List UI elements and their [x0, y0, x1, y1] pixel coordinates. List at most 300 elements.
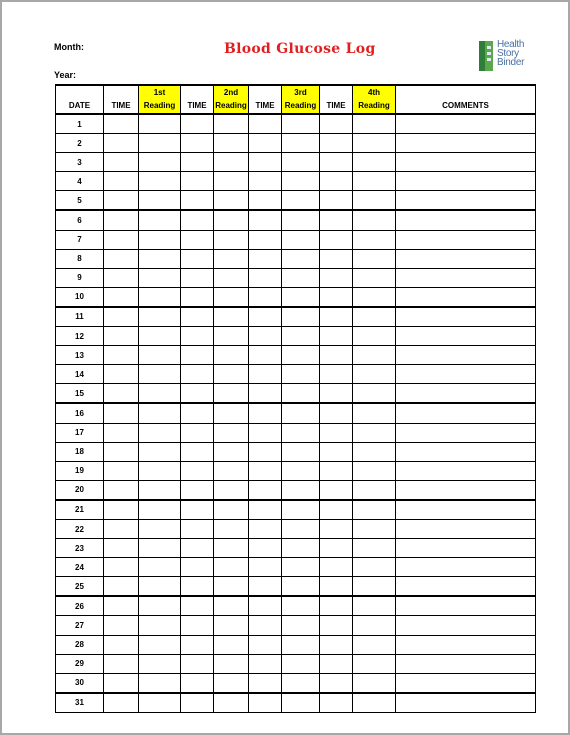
- time-1-cell[interactable]: [104, 461, 139, 480]
- reading-1-cell[interactable]: [139, 500, 181, 520]
- comments-cell[interactable]: [396, 287, 536, 307]
- reading-2-cell[interactable]: [214, 346, 249, 365]
- time-2-cell[interactable]: [181, 384, 214, 404]
- reading-4-cell[interactable]: [353, 442, 396, 461]
- table-row: [56, 403, 536, 423]
- time-4-cell[interactable]: [320, 114, 353, 134]
- reading-3-cell[interactable]: [282, 268, 320, 287]
- reading-1-cell[interactable]: [139, 635, 181, 654]
- time-1-cell[interactable]: [104, 172, 139, 191]
- reading-3-cell[interactable]: [282, 577, 320, 597]
- reading-2-cell[interactable]: [214, 577, 249, 597]
- reading-3-cell[interactable]: [282, 327, 320, 346]
- time-3-cell[interactable]: [249, 307, 282, 327]
- reading-3-cell[interactable]: [282, 134, 320, 153]
- reading-4-cell[interactable]: [353, 519, 396, 538]
- logo-line-1: Health: [497, 39, 525, 50]
- reading-3-cell[interactable]: [282, 635, 320, 654]
- time-3-cell[interactable]: [249, 577, 282, 597]
- time-3-cell[interactable]: [249, 423, 282, 442]
- time-2-cell[interactable]: [181, 616, 214, 635]
- time-2-cell[interactable]: [181, 423, 214, 442]
- time-1-cell[interactable]: [104, 558, 139, 577]
- time-1-cell[interactable]: [104, 114, 139, 134]
- time-4-cell[interactable]: [320, 403, 353, 423]
- time-2-cell[interactable]: [181, 191, 214, 211]
- comments-cell[interactable]: [396, 134, 536, 153]
- time-2-cell[interactable]: [181, 635, 214, 654]
- reading-1-cell[interactable]: [139, 191, 181, 211]
- day-number: 30: [56, 673, 104, 693]
- comments-cell[interactable]: [396, 307, 536, 327]
- reading-2-cell[interactable]: [214, 539, 249, 558]
- comments-cell[interactable]: [396, 172, 536, 191]
- reading-4-cell[interactable]: [353, 210, 396, 230]
- time-4-cell[interactable]: [320, 346, 353, 365]
- reading-1-cell[interactable]: [139, 114, 181, 134]
- reading-4-cell[interactable]: [353, 249, 396, 268]
- time-3-cell[interactable]: [249, 230, 282, 249]
- time-1-cell[interactable]: [104, 500, 139, 520]
- reading-3-cell[interactable]: [282, 153, 320, 172]
- time-header: TIME: [320, 98, 353, 114]
- time-4-cell[interactable]: [320, 461, 353, 480]
- time-1-cell[interactable]: [104, 442, 139, 461]
- time-1-cell[interactable]: [104, 191, 139, 211]
- comments-cell[interactable]: [396, 480, 536, 500]
- reading-3-cell[interactable]: [282, 191, 320, 211]
- time-1-cell[interactable]: [104, 616, 139, 635]
- time-3-cell[interactable]: [249, 693, 282, 713]
- time-2-cell[interactable]: [181, 577, 214, 597]
- time-3-cell[interactable]: [249, 558, 282, 577]
- reading-2-cell[interactable]: [214, 693, 249, 713]
- table-row: [56, 461, 536, 480]
- time-4-cell[interactable]: [320, 384, 353, 404]
- time-3-cell[interactable]: [249, 384, 282, 404]
- reading-1-cell[interactable]: [139, 384, 181, 404]
- reading-4-cell[interactable]: [353, 153, 396, 172]
- time-3-cell[interactable]: [249, 403, 282, 423]
- reading-3-cell[interactable]: [282, 596, 320, 616]
- reading-3-cell[interactable]: [282, 461, 320, 480]
- time-1-cell[interactable]: [104, 480, 139, 500]
- comments-cell[interactable]: [396, 596, 536, 616]
- page-title: Blood Glucose Log: [224, 41, 376, 57]
- time-2-cell[interactable]: [181, 114, 214, 134]
- reading-1-cell[interactable]: [139, 596, 181, 616]
- reading-1-cell[interactable]: [139, 539, 181, 558]
- time-1-cell[interactable]: [104, 539, 139, 558]
- time-2-cell[interactable]: [181, 307, 214, 327]
- time-3-cell[interactable]: [249, 114, 282, 134]
- reading-2-cell[interactable]: [214, 307, 249, 327]
- reading-1-cell[interactable]: [139, 577, 181, 597]
- time-4-cell[interactable]: [320, 539, 353, 558]
- time-4-cell[interactable]: [320, 268, 353, 287]
- day-number: 9: [56, 268, 104, 287]
- time-4-cell[interactable]: [320, 577, 353, 597]
- reading-2-cell[interactable]: [214, 403, 249, 423]
- table-row: [56, 442, 536, 461]
- reading-3-cell[interactable]: [282, 230, 320, 249]
- time-2-cell[interactable]: [181, 172, 214, 191]
- reading-4-cell[interactable]: [353, 134, 396, 153]
- time-3-cell[interactable]: [249, 365, 282, 384]
- time-4-cell[interactable]: [320, 596, 353, 616]
- reading-1-cell[interactable]: [139, 153, 181, 172]
- health-story-binder-logo: [478, 40, 538, 78]
- comments-cell[interactable]: [396, 693, 536, 713]
- reading-2-cell[interactable]: [214, 249, 249, 268]
- reading-2-cell[interactable]: [214, 134, 249, 153]
- comments-cell[interactable]: [396, 210, 536, 230]
- reading-3-cell[interactable]: [282, 172, 320, 191]
- reading-3-cell[interactable]: [282, 539, 320, 558]
- reading-4-cell[interactable]: [353, 172, 396, 191]
- time-2-cell[interactable]: [181, 287, 214, 307]
- reading-3-cell[interactable]: [282, 500, 320, 520]
- reading-4-cell[interactable]: [353, 384, 396, 404]
- time-2-cell[interactable]: [181, 500, 214, 520]
- comments-header: COMMENTS: [396, 98, 536, 114]
- reading-4-cell[interactable]: [353, 539, 396, 558]
- reading-2-cell[interactable]: [214, 114, 249, 134]
- reading-2-cell[interactable]: [214, 210, 249, 230]
- reading-4-cell[interactable]: [353, 635, 396, 654]
- time-1-cell[interactable]: [104, 230, 139, 249]
- time-4-cell[interactable]: [320, 442, 353, 461]
- time-1-cell[interactable]: [104, 635, 139, 654]
- time-2-cell[interactable]: [181, 365, 214, 384]
- reading-4-ordinal: 4th: [353, 85, 396, 98]
- reading-2-cell[interactable]: [214, 442, 249, 461]
- time-3-cell[interactable]: [249, 134, 282, 153]
- time-1-cell[interactable]: [104, 249, 139, 268]
- reading-3-cell[interactable]: [282, 287, 320, 307]
- time-1-cell[interactable]: [104, 403, 139, 423]
- reading-3-cell[interactable]: [282, 442, 320, 461]
- reading-1-cell[interactable]: [139, 423, 181, 442]
- time-4-cell[interactable]: [320, 500, 353, 520]
- time-2-cell[interactable]: [181, 442, 214, 461]
- reading-4-cell[interactable]: [353, 287, 396, 307]
- time-3-cell[interactable]: [249, 210, 282, 230]
- time-1-cell[interactable]: [104, 307, 139, 327]
- reading-4-cell[interactable]: [353, 307, 396, 327]
- time-2-cell[interactable]: [181, 480, 214, 500]
- time-1-cell[interactable]: [104, 134, 139, 153]
- time-3-cell[interactable]: [249, 539, 282, 558]
- reading-2-cell[interactable]: [214, 558, 249, 577]
- day-number: 19: [56, 461, 104, 480]
- reading-2-cell[interactable]: [214, 616, 249, 635]
- comments-cell[interactable]: [396, 519, 536, 538]
- time-4-cell[interactable]: [320, 287, 353, 307]
- time-1-cell[interactable]: [104, 384, 139, 404]
- reading-1-cell[interactable]: [139, 249, 181, 268]
- reading-4-cell[interactable]: [353, 673, 396, 693]
- time-1-cell[interactable]: [104, 365, 139, 384]
- time-1-cell[interactable]: [104, 153, 139, 172]
- time-2-cell[interactable]: [181, 230, 214, 249]
- time-1-cell[interactable]: [104, 287, 139, 307]
- time-4-cell[interactable]: [320, 654, 353, 673]
- reading-3-cell[interactable]: [282, 480, 320, 500]
- reading-1-cell[interactable]: [139, 230, 181, 249]
- time-3-cell[interactable]: [249, 172, 282, 191]
- time-4-cell[interactable]: [320, 327, 353, 346]
- time-1-cell[interactable]: [104, 596, 139, 616]
- reading-2-cell[interactable]: [214, 500, 249, 520]
- time-4-cell[interactable]: [320, 172, 353, 191]
- time-3-cell[interactable]: [249, 249, 282, 268]
- reading-3-cell[interactable]: [282, 365, 320, 384]
- time-2-cell[interactable]: [181, 519, 214, 538]
- time-3-cell[interactable]: [249, 654, 282, 673]
- time-2-cell[interactable]: [181, 249, 214, 268]
- reading-4-cell[interactable]: [353, 596, 396, 616]
- reading-4-cell[interactable]: [353, 693, 396, 713]
- time-3-cell[interactable]: [249, 673, 282, 693]
- comments-cell[interactable]: [396, 365, 536, 384]
- reading-1-cell[interactable]: [139, 403, 181, 423]
- time-3-cell[interactable]: [249, 596, 282, 616]
- time-2-cell[interactable]: [181, 596, 214, 616]
- reading-1-cell[interactable]: [139, 327, 181, 346]
- reading-2-cell[interactable]: [214, 673, 249, 693]
- comments-cell[interactable]: [396, 635, 536, 654]
- reading-3-cell[interactable]: [282, 403, 320, 423]
- time-4-cell[interactable]: [320, 365, 353, 384]
- time-4-cell[interactable]: [320, 558, 353, 577]
- time-4-cell[interactable]: [320, 423, 353, 442]
- reading-4-cell[interactable]: [353, 558, 396, 577]
- time-2-cell[interactable]: [181, 673, 214, 693]
- comments-cell[interactable]: [396, 268, 536, 287]
- time-2-cell[interactable]: [181, 153, 214, 172]
- time-4-cell[interactable]: [320, 191, 353, 211]
- table-row: [56, 673, 536, 693]
- comments-cell[interactable]: [396, 442, 536, 461]
- reading-1-cell[interactable]: [139, 134, 181, 153]
- reading-2-cell[interactable]: [214, 635, 249, 654]
- reading-1-cell[interactable]: [139, 346, 181, 365]
- time-2-cell[interactable]: [181, 539, 214, 558]
- reading-3-cell[interactable]: [282, 423, 320, 442]
- reading-4-cell[interactable]: [353, 268, 396, 287]
- reading-2-cell[interactable]: [214, 423, 249, 442]
- reading-4-cell[interactable]: [353, 114, 396, 134]
- comments-cell[interactable]: [396, 230, 536, 249]
- reading-2-cell[interactable]: [214, 191, 249, 211]
- time-4-cell[interactable]: [320, 134, 353, 153]
- time-2-cell[interactable]: [181, 654, 214, 673]
- comments-cell[interactable]: [396, 327, 536, 346]
- reading-2-cell[interactable]: [214, 384, 249, 404]
- reading-3-cell[interactable]: [282, 616, 320, 635]
- reading-4-cell[interactable]: [353, 327, 396, 346]
- comments-cell[interactable]: [396, 153, 536, 172]
- reading-4-cell[interactable]: [353, 230, 396, 249]
- time-1-cell[interactable]: [104, 654, 139, 673]
- reading-1-cell[interactable]: [139, 442, 181, 461]
- time-3-cell[interactable]: [249, 616, 282, 635]
- time-3-cell[interactable]: [249, 442, 282, 461]
- reading-3-cell[interactable]: [282, 249, 320, 268]
- reading-2-ordinal: 2nd: [214, 85, 249, 98]
- time-1-cell[interactable]: [104, 327, 139, 346]
- comments-cell[interactable]: [396, 249, 536, 268]
- reading-4-cell[interactable]: [353, 577, 396, 597]
- comments-cell[interactable]: [396, 461, 536, 480]
- reading-2-cell[interactable]: [214, 596, 249, 616]
- reading-3-cell[interactable]: [282, 693, 320, 713]
- reading-3-cell[interactable]: [282, 558, 320, 577]
- time-2-cell[interactable]: [181, 327, 214, 346]
- time-1-cell[interactable]: [104, 423, 139, 442]
- reading-1-cell[interactable]: [139, 172, 181, 191]
- reading-1-cell[interactable]: [139, 673, 181, 693]
- reading-4-cell[interactable]: [353, 480, 396, 500]
- time-2-cell[interactable]: [181, 693, 214, 713]
- reading-4-cell[interactable]: [353, 403, 396, 423]
- time-3-cell[interactable]: [249, 635, 282, 654]
- comments-cell[interactable]: [396, 616, 536, 635]
- reading-1-cell[interactable]: [139, 365, 181, 384]
- time-3-cell[interactable]: [249, 500, 282, 520]
- reading-1-cell[interactable]: [139, 693, 181, 713]
- time-1-cell[interactable]: [104, 519, 139, 538]
- time-3-cell[interactable]: [249, 327, 282, 346]
- time-2-cell[interactable]: [181, 134, 214, 153]
- time-2-cell[interactable]: [181, 346, 214, 365]
- reading-3-cell[interactable]: [282, 346, 320, 365]
- comments-cell[interactable]: [396, 384, 536, 404]
- reading-4-cell[interactable]: [353, 346, 396, 365]
- time-header: TIME: [104, 98, 139, 114]
- comments-cell[interactable]: [396, 500, 536, 520]
- reading-1-cell[interactable]: [139, 461, 181, 480]
- reading-2-cell[interactable]: [214, 461, 249, 480]
- time-1-cell[interactable]: [104, 693, 139, 713]
- time-3-cell[interactable]: [249, 153, 282, 172]
- reading-2-cell[interactable]: [214, 365, 249, 384]
- comments-cell[interactable]: [396, 673, 536, 693]
- reading-4-cell[interactable]: [353, 500, 396, 520]
- reading-3-cell[interactable]: [282, 673, 320, 693]
- reading-2-cell[interactable]: [214, 268, 249, 287]
- time-1-cell[interactable]: [104, 577, 139, 597]
- time-2-cell[interactable]: [181, 403, 214, 423]
- time-4-cell[interactable]: [320, 673, 353, 693]
- reading-2-cell[interactable]: [214, 480, 249, 500]
- time-1-cell[interactable]: [104, 210, 139, 230]
- comments-cell[interactable]: [396, 191, 536, 211]
- comments-cell[interactable]: [396, 558, 536, 577]
- time-4-cell[interactable]: [320, 153, 353, 172]
- time-3-cell[interactable]: [249, 519, 282, 538]
- table-row: [56, 346, 536, 365]
- reading-2-cell[interactable]: [214, 287, 249, 307]
- reading-2-cell[interactable]: [214, 153, 249, 172]
- time-3-cell[interactable]: [249, 287, 282, 307]
- reading-3-cell[interactable]: [282, 654, 320, 673]
- reading-1-cell[interactable]: [139, 480, 181, 500]
- reading-1-cell[interactable]: [139, 654, 181, 673]
- comments-cell[interactable]: [396, 539, 536, 558]
- reading-2-cell[interactable]: [214, 230, 249, 249]
- reading-3-cell[interactable]: [282, 307, 320, 327]
- comments-cell[interactable]: [396, 346, 536, 365]
- day-number: 17: [56, 423, 104, 442]
- reading-4-cell[interactable]: [353, 423, 396, 442]
- reading-2-cell[interactable]: [214, 654, 249, 673]
- time-header-top: [181, 85, 214, 98]
- time-4-cell[interactable]: [320, 616, 353, 635]
- time-2-cell[interactable]: [181, 210, 214, 230]
- comments-cell[interactable]: [396, 654, 536, 673]
- reading-1-cell[interactable]: [139, 519, 181, 538]
- time-3-cell[interactable]: [249, 191, 282, 211]
- reading-1-cell[interactable]: [139, 287, 181, 307]
- comments-cell[interactable]: [396, 577, 536, 597]
- reading-2-cell[interactable]: [214, 172, 249, 191]
- reading-1-cell[interactable]: [139, 558, 181, 577]
- time-4-cell[interactable]: [320, 210, 353, 230]
- reading-3-cell[interactable]: [282, 384, 320, 404]
- header-row-top: [56, 85, 536, 98]
- time-1-cell[interactable]: [104, 346, 139, 365]
- day-number: 11: [56, 307, 104, 327]
- table-row: [56, 230, 536, 249]
- time-3-cell[interactable]: [249, 346, 282, 365]
- time-2-cell[interactable]: [181, 268, 214, 287]
- reading-1-cell[interactable]: [139, 210, 181, 230]
- time-4-cell[interactable]: [320, 230, 353, 249]
- time-4-cell[interactable]: [320, 480, 353, 500]
- reading-2-cell[interactable]: [214, 519, 249, 538]
- time-3-cell[interactable]: [249, 268, 282, 287]
- time-2-cell[interactable]: [181, 558, 214, 577]
- time-4-cell[interactable]: [320, 307, 353, 327]
- time-2-cell[interactable]: [181, 461, 214, 480]
- reading-4-cell[interactable]: [353, 191, 396, 211]
- reading-3-cell[interactable]: [282, 210, 320, 230]
- reading-4-cell[interactable]: [353, 654, 396, 673]
- time-4-cell[interactable]: [320, 519, 353, 538]
- time-1-cell[interactable]: [104, 268, 139, 287]
- reading-1-cell[interactable]: [139, 307, 181, 327]
- reading-4-cell[interactable]: [353, 365, 396, 384]
- time-3-cell[interactable]: [249, 461, 282, 480]
- time-4-cell[interactable]: [320, 693, 353, 713]
- time-4-cell[interactable]: [320, 249, 353, 268]
- reading-4-cell[interactable]: [353, 616, 396, 635]
- reading-2-cell[interactable]: [214, 327, 249, 346]
- comments-cell[interactable]: [396, 423, 536, 442]
- time-3-cell[interactable]: [249, 480, 282, 500]
- reading-3-cell[interactable]: [282, 114, 320, 134]
- comments-cell[interactable]: [396, 403, 536, 423]
- reading-4-cell[interactable]: [353, 461, 396, 480]
- time-1-cell[interactable]: [104, 673, 139, 693]
- time-4-cell[interactable]: [320, 635, 353, 654]
- reading-1-cell[interactable]: [139, 616, 181, 635]
- reading-1-cell[interactable]: [139, 268, 181, 287]
- reading-3-cell[interactable]: [282, 519, 320, 538]
- comments-cell[interactable]: [396, 114, 536, 134]
